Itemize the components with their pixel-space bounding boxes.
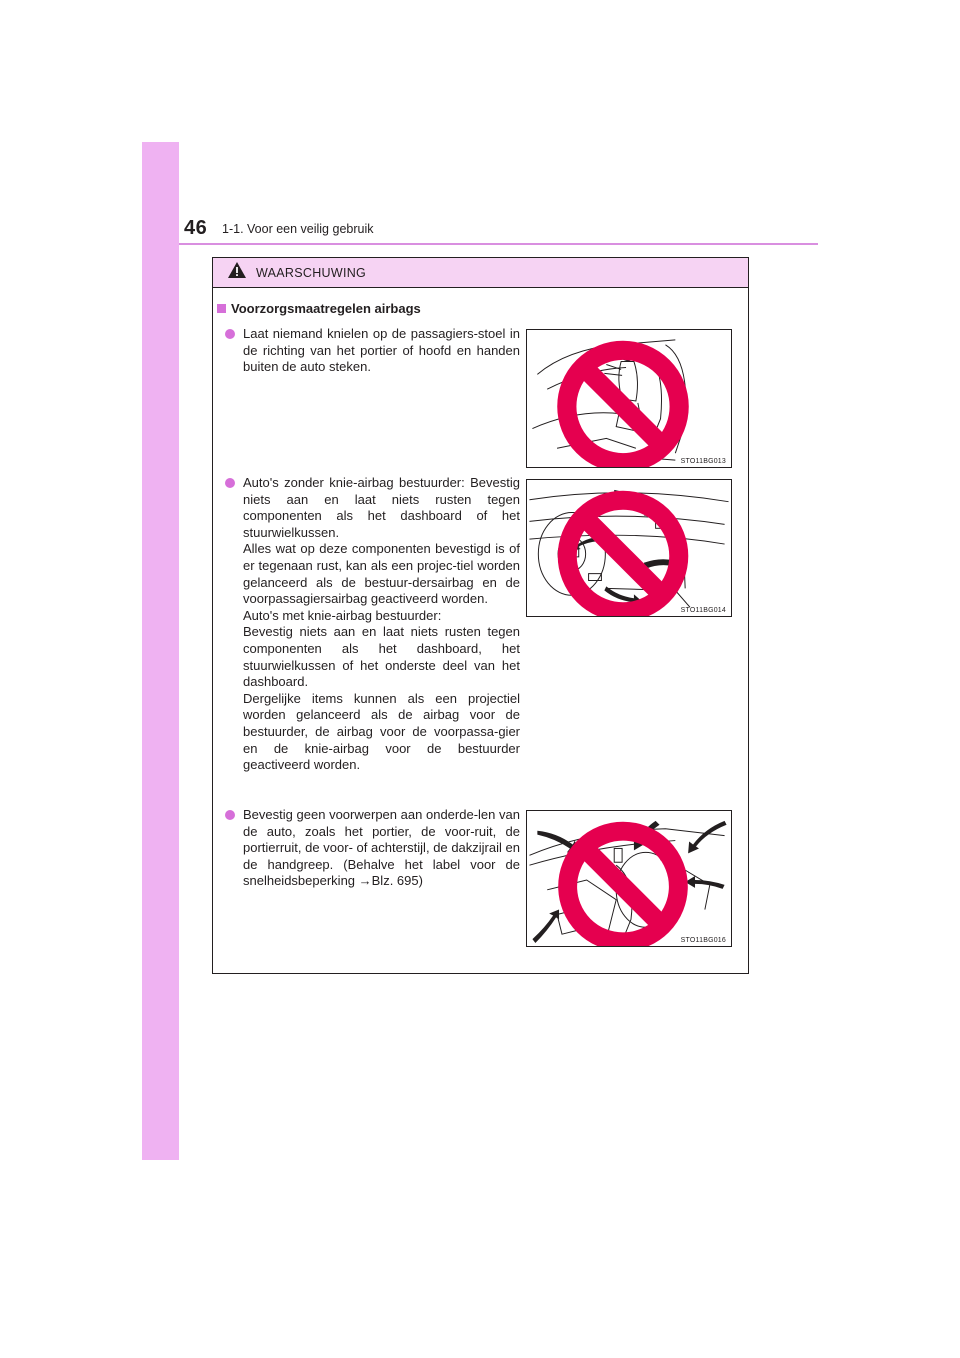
- figure-code: STO11BG016: [680, 937, 726, 944]
- prohibition-icon: [526, 338, 725, 468]
- bullet-text: Laat niemand knielen op de passagiers-stoel in de richting van het portier of hoofd en handen buiten de auto steken.: [243, 326, 520, 375]
- warning-triangle-icon: [227, 261, 247, 284]
- section-title: 1-1. Voor een veilig gebruik: [222, 222, 374, 236]
- bullet-dot-icon: [225, 478, 235, 488]
- bullet-dot-icon: [225, 329, 235, 339]
- warning-box: [212, 257, 749, 974]
- figure-dashboard-objects: [526, 479, 732, 617]
- header-rule: [179, 243, 818, 245]
- subheading-text: Voorzorgsmaatregelen airbags: [231, 301, 421, 316]
- figure-interior-attachments: [526, 810, 732, 947]
- prohibition-icon: [526, 488, 725, 617]
- prohibition-icon: [526, 819, 725, 947]
- figure-code: STO11BG013: [680, 458, 726, 465]
- bullet-item: [225, 807, 520, 890]
- figure-code: STO11BG014: [680, 607, 726, 614]
- side-tab-band: [142, 142, 179, 1160]
- bullet-text: Auto's zonder knie-airbag bestuurder: Bevestig niets aan en laat niets rusten tegen componenten als het dashboard of het stuurwielkussen. Alles wat op deze componenten bevestigd is of er tegenaan rust, kan als een projec-tiel worden gelanceerd als de bestuur-dersairbag en de voorpassagiersairbag geactiveerd worden. Auto's met knie-airbag bestuurder: Bevestig niets aan en laat niets rusten tegen componenten als het dashboard, het stuurwielkussen of het onderste deel van het dashboard. Dergelijke items kunnen als een projectiel worden gelanceerd als de airbag voor de bestuurder, de airbag voor de voorpassa-gier en de knie-airbag voor de bestuurder geactiveerd worden.: [243, 475, 520, 773]
- bullet-text: Bevestig geen voorwerpen aan onderde-len van de auto, zoals het portier, de voor-ruit, de portierruit, de voor- of achterstijl, de dakzijrail en de handgreep. (Behalve het label voor de snelheidsbeperking →Blz. 695): [243, 807, 520, 889]
- figure-kneeling-passenger: [526, 329, 732, 468]
- warning-label: WAARSCHUWING: [256, 265, 367, 280]
- subheading: [217, 301, 421, 316]
- bullet-item: [225, 326, 520, 376]
- bullet-dot-icon: [225, 810, 235, 820]
- bullet-item: [225, 475, 520, 774]
- square-bullet-icon: [217, 304, 226, 313]
- warning-header: [213, 258, 748, 288]
- page-number: 46: [184, 217, 208, 239]
